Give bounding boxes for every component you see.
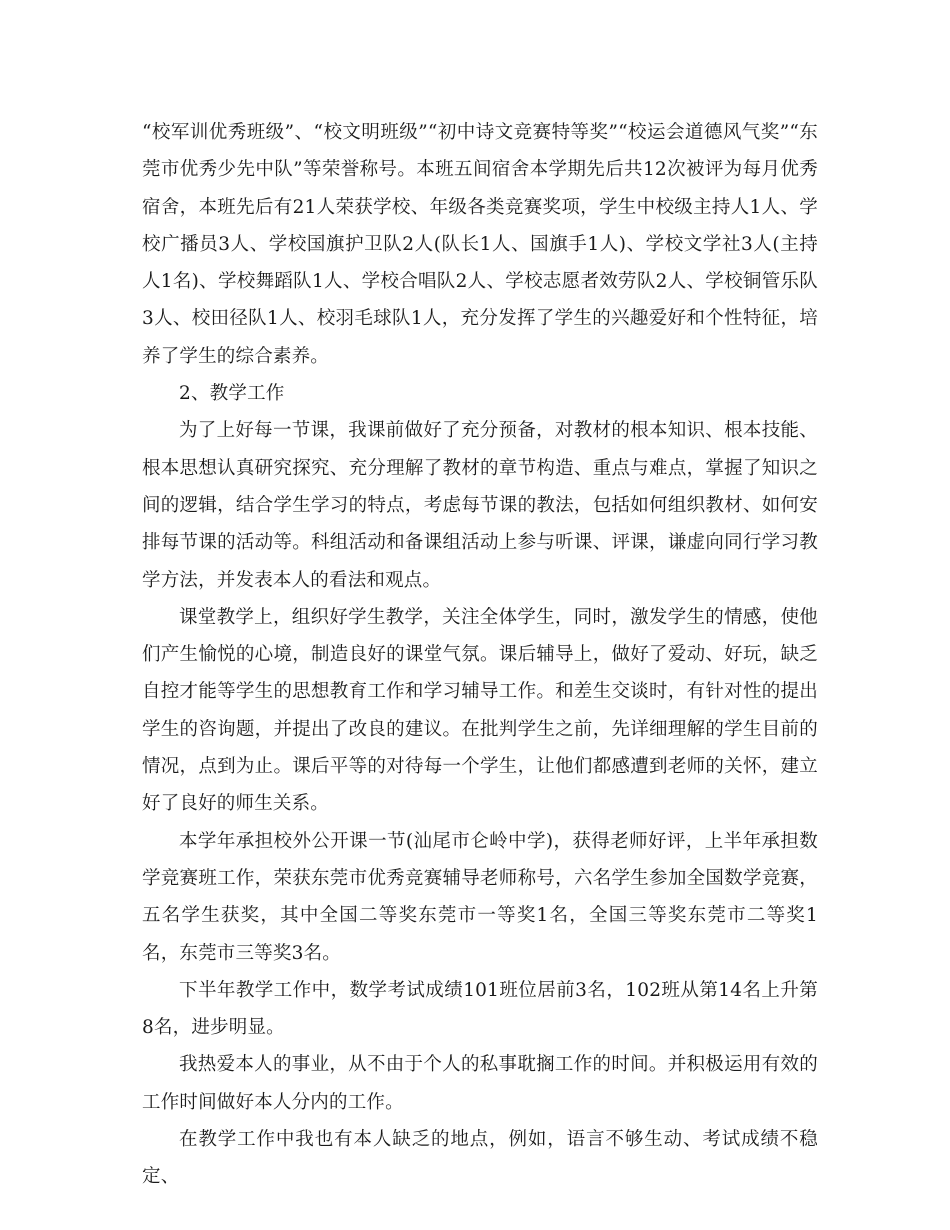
paragraph-exam-results: 下半年教学工作中，数学考试成绩101班位居前3名，102班从第14名上升第8名，进步明显。 [142, 979, 818, 1039]
paragraph-work-attitude: 我热爱本人的事业，从不由于个人的私事耽搁工作的时间。并积极运用有效的工作时间做好本人分内的工作。 [142, 1054, 818, 1113]
paragraph-classroom-teaching: 课堂教学上，组织好学生教学，关注全体学生，同时，激发学生的情感，使他们产生愉悦的心境，制造良好的课堂气氛。课后辅导上，做好了爱动、好玩，缺乏自控才能等学生的思想教育工作和学习辅导工作。和差生交谈时，有针对性的提出学生的咨询题，并提出了改良的建议。在批判学生之前，先详细理解的学生目前的情况，点到为止。课后平等的对待每一个学生，让他们都感遭到老师的关怀，建立好了良好的师生关系。 [142, 606, 818, 815]
paragraph-open-class-and-competition: 本学年承担校外公开课一节(汕尾市仑岭中学)，获得老师好评，上半年承担数学竞赛班工作，荣获东莞市优秀竞赛辅导老师称号，六名学生参加全国数学竞赛，五名学生获奖，其中全国二等奖东莞市一等奖1名，全国三等奖东莞市二等奖1名，东莞市三等奖3名。 [142, 830, 818, 964]
paragraph-honors: “校军训优秀班级”、“校文明班级”“初中诗文竞赛特等奖”“校运会道德风气奖”“东莞市优秀少先中队”等荣誉称号。本班五间宿舍本学期先后共12次被评为每月优秀宿舍，本班先后有21人荣获学校、年级各类竞赛奖项，学生中校级主持人1人、学校广播员3人、学校国旗护卫队2人(队长1人、国旗手1人)、学校文学社3人(主持人1名)、学校舞蹈队1人、学校合唱队2人、学校志愿者效劳队2人、学校铜管乐队3人、校田径队1人、校羽毛球队1人，充分发挥了学生的兴趣爱好和个性特征，培养了学生的综合素养。 [142, 122, 818, 367]
paragraph-shortcomings: 在教学工作中我也有本人缺乏的地点，例如，语言不够生动、考试成绩不稳定、 [142, 1129, 818, 1188]
section-heading-teaching-work: 2、教学工作 [179, 383, 285, 405]
document-body [142, 114, 818, 1196]
paragraph-lesson-preparation: 为了上好每一节课，我课前做好了充分预备，对教材的根本知识、根本技能、根本思想认真研究探究、充分理解了教材的章节构造、重点与难点，掌握了知识之间的逻辑，结合学生学习的特点，考虑每节课的教法，包括如何组织教材、如何安排每节课的活动等。科组活动和备课组活动上参与听课、评课，谦虚向同行学习教学方法，并发表本人的看法和观点。 [142, 420, 818, 591]
